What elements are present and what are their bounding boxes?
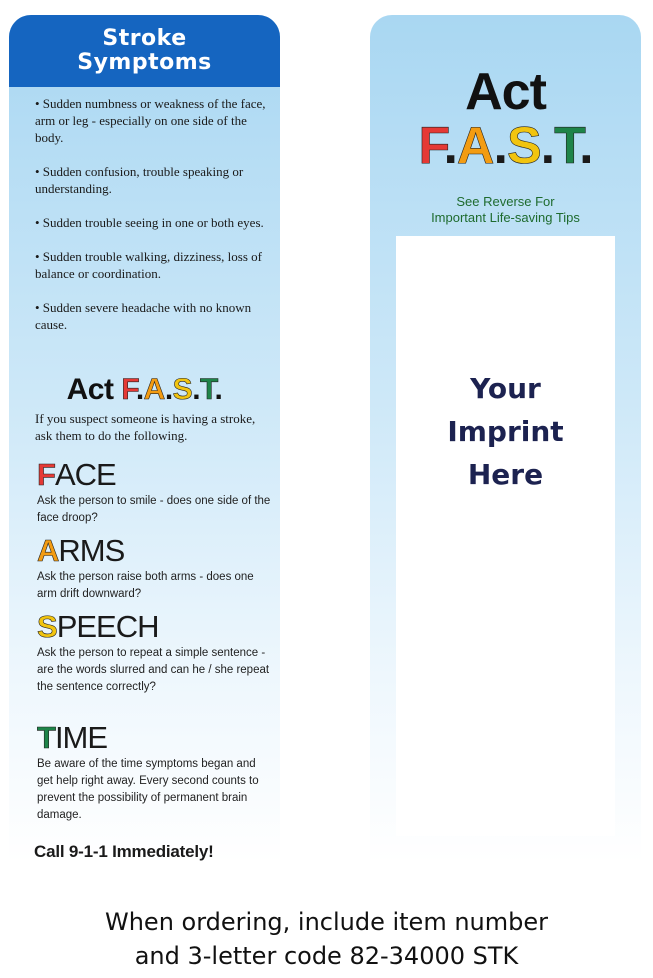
- step-arms: [37, 534, 273, 603]
- act-fast-heading: [9, 373, 280, 407]
- step-face-rest: ACE: [54, 457, 116, 492]
- stroke-symptoms-header: [9, 15, 280, 87]
- imprint-line: Here: [467, 457, 544, 491]
- fast-acronym-large: [370, 118, 641, 174]
- step-arms-title: [37, 534, 273, 567]
- see-reverse-line-2: Important Life-saving Tips: [431, 210, 580, 225]
- imprint-bookmark: [370, 15, 641, 863]
- step-speech-title: [37, 610, 273, 643]
- fast-dot: .: [493, 117, 507, 175]
- order-note-line-1: When ordering, include item number: [104, 908, 548, 936]
- step-speech: [37, 610, 273, 696]
- step-time-title: [37, 721, 273, 754]
- step-time-description: Be aware of the time symptoms began and get help right away. Every second counts to prevent the possibility of permanent brain damage.: [37, 758, 259, 821]
- order-note-line-2: and 3-letter code 82-34000 STK: [134, 942, 519, 970]
- fast-dot: .: [192, 373, 201, 406]
- fast-letter-a: A: [456, 117, 494, 175]
- symptom-list: [35, 95, 275, 350]
- fast-letter-f: F: [121, 373, 136, 406]
- step-arms-initial: A: [37, 533, 59, 568]
- imprint-line: Your: [470, 371, 541, 405]
- fast-intro-text: If you suspect someone is having a stroke, ask them to do the following.: [35, 411, 256, 443]
- stroke-symptoms-bookmark: [9, 15, 280, 863]
- act-word-large: Act: [465, 63, 546, 121]
- step-face: [37, 458, 273, 527]
- act-word: Act: [66, 373, 114, 406]
- fast-letter-f: F: [418, 117, 444, 175]
- fast-letter-s: S: [172, 373, 193, 406]
- fast-letter-a: A: [143, 373, 165, 406]
- fast-dot: .: [214, 373, 223, 406]
- step-face-initial: F: [37, 457, 55, 492]
- symptom-item: • Sudden trouble walking, dizziness, loss of balance or coordination.: [35, 249, 262, 281]
- header-line-1: Stroke: [102, 26, 187, 51]
- fast-letter-t: T: [554, 117, 580, 175]
- fast-dot: .: [540, 117, 555, 175]
- fast-dot: .: [443, 117, 457, 175]
- call-911-text: Call 9-1-1 Immediately!: [34, 842, 214, 861]
- see-reverse-line-1: See Reverse For: [456, 194, 555, 209]
- imprint-text: [447, 367, 563, 496]
- step-speech-description: Ask the person to repeat a simple sentence - are the words slurred and can he / she repeat the sentence correctly?: [37, 647, 270, 693]
- see-reverse-note: [370, 194, 641, 226]
- step-arms-rest: RMS: [58, 533, 125, 568]
- step-face-title: [37, 458, 273, 491]
- imprint-area: [396, 236, 615, 836]
- step-time-rest: IME: [54, 720, 108, 755]
- imprint-line: Imprint: [447, 414, 564, 448]
- fast-acronym: [121, 373, 222, 406]
- fast-dot: .: [164, 373, 173, 406]
- symptom-item: • Sudden confusion, trouble speaking or understanding.: [35, 164, 244, 196]
- fast-letter-s: S: [506, 117, 541, 175]
- step-speech-initial: S: [37, 609, 57, 644]
- step-time-initial: T: [37, 720, 55, 755]
- fast-dot: .: [579, 117, 593, 175]
- fast-letter-t: T: [200, 373, 215, 406]
- symptom-item: • Sudden trouble seeing in one or both eyes.: [35, 215, 264, 230]
- symptom-item: • Sudden numbness or weakness of the face, arm or leg - especially on one side of the body.: [35, 96, 266, 145]
- symptom-item: • Sudden severe headache with no known cause.: [35, 300, 252, 332]
- order-note: [0, 905, 653, 973]
- step-speech-rest: PEECH: [56, 609, 159, 644]
- step-time: [37, 721, 273, 824]
- header-line-2: Symptoms: [77, 50, 212, 75]
- step-arms-description: Ask the person raise both arms - does one arm drift downward?: [37, 571, 254, 600]
- step-face-description: Ask the person to smile - does one side of the face droop?: [37, 495, 271, 524]
- fast-dot: .: [135, 373, 144, 406]
